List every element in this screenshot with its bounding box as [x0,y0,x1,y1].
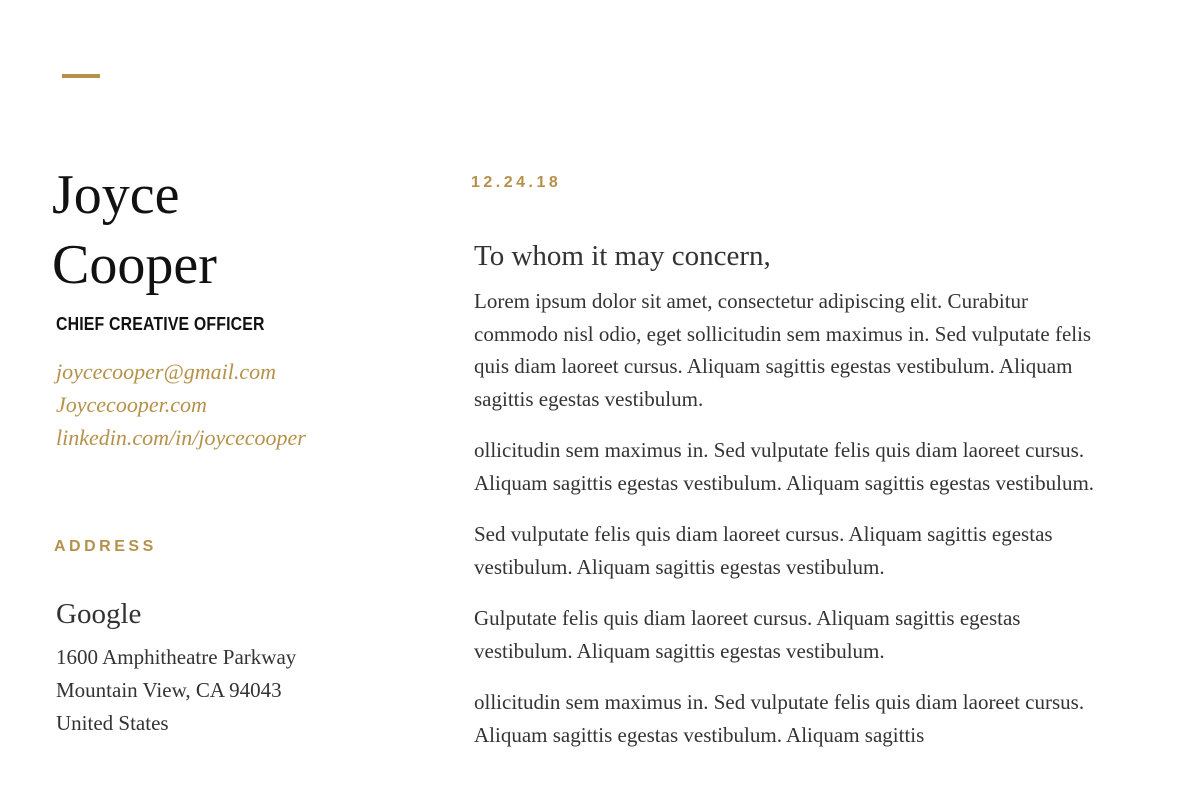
recipient-address [56,641,432,740]
accent-divider [62,74,100,78]
letter-paragraph: ollicitudin sem maximus in. Sed vulputate felis quis diam laoreet cursus. Aliquam sagittis egestas vestibulum. Aliquam sagittis egestas vestibulum. [474,438,1095,495]
sender-title: CHIEF CREATIVE OFFICER [56,314,265,334]
sender-name [52,160,432,300]
address-line: 1600 Amphitheatre Parkway [56,645,297,669]
letter-paragraph: Sed vulputate felis quis diam laoreet cursus. Aliquam sagittis egestas vestibulum. Aliquam sagittis egestas vestibulum. [474,522,1053,579]
sender-first-name: Joyce [52,164,180,226]
sender-last-name: Cooper [52,234,217,296]
letter-paragraph: ollicitudin sem maximus in. Sed vulputate felis quis diam laoreet cursus. Aliquam sagittis egestas vestibulum. Aliquam sagittis [474,690,1085,747]
website-link[interactable]: Joycecooper.com [56,392,207,417]
sender-panel [52,160,432,740]
letter-date: 12.24.18 [471,174,562,191]
letter-paragraph: Gulputate felis quis diam laoreet cursus. Aliquam sagittis egestas vestibulum. Aliquam sagittis egestas vestibulum. [474,606,1021,663]
recipient-company: Google [56,598,142,630]
contact-list [56,355,432,454]
email-link[interactable]: joycecooper@gmail.com [56,359,276,384]
address-label: ADDRESS [54,538,157,555]
letter-paragraph: Lorem ipsum dolor sit amet, consectetur adipiscing elit. Curabitur commodo nisl odio, eget sollicitudin sem maximus in. Sed vulputate felis quis diam laoreet cursus. Aliquam sagittis egestas vestibulum. Aliquam sagittis egestas vestibulum. [474,289,1092,411]
letter-greeting: To whom it may concern, [474,240,771,272]
address-line: Mountain View, CA 94043 [56,678,282,702]
linkedin-link[interactable]: linkedin.com/in/joycecooper [56,425,306,450]
address-line: United States [56,711,169,735]
letter-body [471,174,1114,751]
